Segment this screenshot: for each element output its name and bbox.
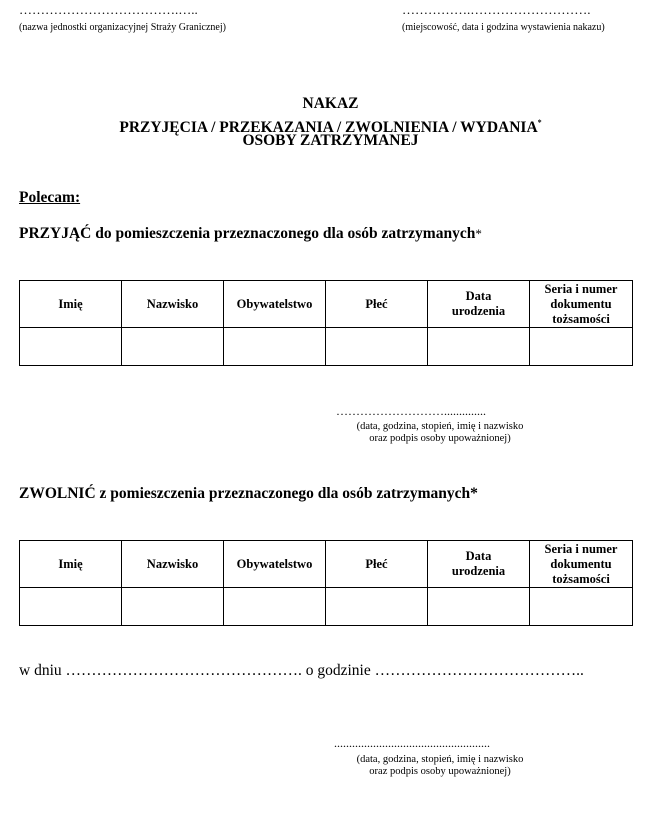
admit-col-sex: Płeć: [326, 281, 428, 328]
release-table-entry-row: [20, 588, 633, 626]
title-line-3: OSOBY ZATRZYMANEJ: [242, 132, 419, 149]
release-sex-cell[interactable]: [326, 588, 428, 626]
admit-table: [19, 280, 633, 366]
admit-signature-caption-line-2: oraz podpis osoby upoważnionej): [369, 433, 511, 444]
admit-sex-cell[interactable]: [326, 328, 428, 366]
section-admit-heading-text: PRZYJĄĆ do pomieszczenia przeznaczonego dla osób zatrzymanych: [19, 225, 476, 242]
admit-col-id-document: Seria i numer dokumentu tożsamości: [530, 281, 633, 328]
title-line-1: NAKAZ: [302, 95, 359, 112]
title-asterisk: *: [537, 118, 542, 127]
admit-table-entry-row: [20, 328, 633, 366]
release-citizenship-cell[interactable]: [224, 588, 326, 626]
section-admit-asterisk: *: [475, 226, 482, 241]
release-col-first-name: Imię: [20, 541, 122, 588]
release-col-birth-date: Data urodzenia: [428, 541, 530, 588]
admit-first-name-cell[interactable]: [20, 328, 122, 366]
unit-name-field[interactable]: ……………………………….…..: [19, 2, 198, 17]
admit-col-first-name: Imię: [20, 281, 122, 328]
admit-id-document-cell[interactable]: [530, 328, 633, 366]
polecam-label: Polecam:: [19, 189, 81, 206]
admit-signature-caption: [320, 421, 560, 445]
release-col-citizenship: Obywatelstwo: [224, 541, 326, 588]
admit-signature-caption-line-1: (data, godzina, stopień, imię i nazwisko: [356, 421, 524, 432]
release-table-header-row: [20, 541, 633, 588]
release-col-id-document: Seria i numer dokumentu tożsamości: [530, 541, 633, 588]
place-date-caption: (miejscowość, data i godzina wystawienia nakazu): [402, 22, 605, 33]
section-release-heading: ZWOLNIĆ z pomieszczenia przeznaczonego dla osób zatrzymanych*: [19, 485, 478, 502]
unit-name-caption: (nazwa jednostki organizacyjnej Straży Granicznej): [19, 22, 226, 33]
admit-table-header-row: [20, 281, 633, 328]
admit-col-birth-date: Data urodzenia: [428, 281, 530, 328]
title-line-2-text: PRZYJĘCIA / PRZEKAZANIA / ZWOLNIENIA / WYDANIA: [119, 119, 538, 136]
place-date-field[interactable]: …………….……………………….: [402, 2, 591, 17]
release-signature-caption-line-1: (data, godzina, stopień, imię i nazwisko: [356, 754, 524, 765]
admit-birth-date-cell[interactable]: [428, 328, 530, 366]
admit-last-name-cell[interactable]: [122, 328, 224, 366]
release-signature-caption-line-2: oraz podpis osoby upoważnionej): [369, 766, 511, 777]
admit-signature-field[interactable]: ………………………..............: [336, 404, 486, 418]
release-birth-date-cell[interactable]: [428, 588, 530, 626]
admit-col-last-name: Nazwisko: [122, 281, 224, 328]
release-id-document-cell[interactable]: [530, 588, 633, 626]
release-date-time-line[interactable]: w dniu ………………………………………. o godzinie …………………………………..: [19, 662, 584, 679]
release-first-name-cell[interactable]: [20, 588, 122, 626]
release-col-last-name: Nazwisko: [122, 541, 224, 588]
release-signature-field[interactable]: ....................................................: [334, 736, 490, 750]
release-col-sex: Płeć: [326, 541, 428, 588]
release-table: [19, 540, 633, 626]
section-admit-heading: [19, 225, 482, 243]
admit-citizenship-cell[interactable]: [224, 328, 326, 366]
release-signature-caption: [320, 754, 560, 778]
admit-col-citizenship: Obywatelstwo: [224, 281, 326, 328]
release-last-name-cell[interactable]: [122, 588, 224, 626]
